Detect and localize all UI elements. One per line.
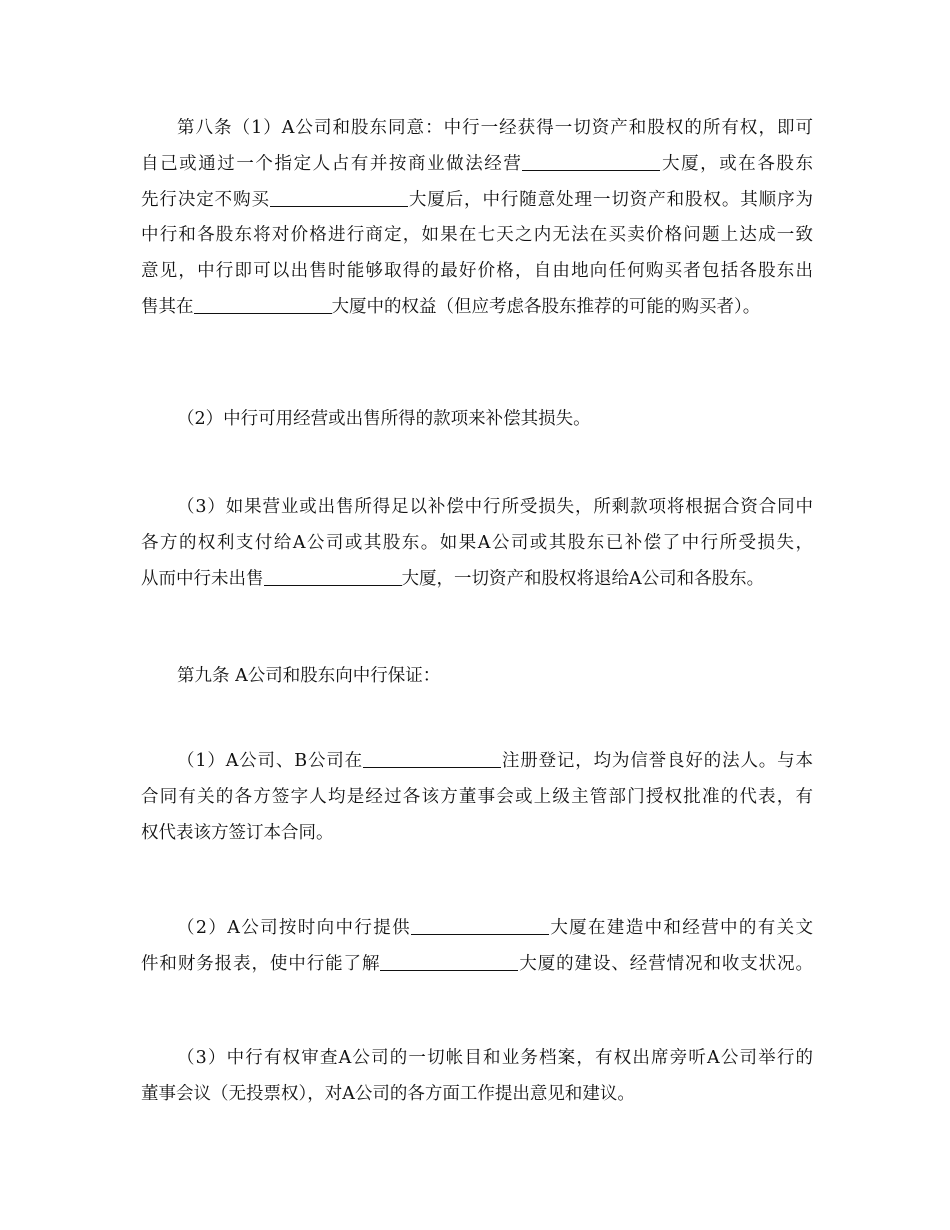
text-span: 注册登记，均为信誉良好的法人。与本 [501,751,813,771]
article-8-paragraph-3 [141,490,813,597]
text-span: （2）A公司按时向中行提供 [177,918,411,938]
blank-line [380,948,518,971]
text-span: 大厦的建设、经营情况和收支状况。 [518,953,813,974]
text-line [141,290,813,326]
blank-line [411,912,549,935]
text-span: 大厦后，中行随意处理一切资产和股权。其顺序为 [407,189,813,210]
text-line [141,744,813,780]
text-span: 从而中行未出售 [141,568,264,589]
text-line: 第八条（1）A公司和股东同意：中行一经获得一切资产和股权的所有权，即可 [177,118,813,138]
text-span: 售其在 [141,296,194,317]
text-line: （3）中行有权审查A公司的一切帐目和业务档案，有权出席旁听A公司举行的 [177,1048,813,1068]
text-line: 第九条 A公司和股东向中行保证： [177,666,441,686]
article-8-paragraph-1 [141,111,813,326]
text-span: 大厦在建造中和经营中的有关文 [548,918,813,938]
blank-line [363,745,501,768]
text-line [141,183,813,219]
article-9-paragraph-1 [141,744,813,851]
text-span: 大厦，或在各股东 [660,153,813,174]
text-line: 董事会议（无投票权），对A公司的各方面工作提出意见和建议。 [141,1083,635,1104]
text-line: 权代表该方签订本合同。 [141,822,334,843]
blank-line [522,148,660,171]
text-line: 各方的权利支付给A公司或其股东。如果A公司或其股东已补偿了中行所受损失， [141,532,813,553]
text-line: 意见，中行即可以出售时能够取得的最好价格，自由地向任何购买者包括各股东出 [141,261,813,282]
blank-line [264,563,402,586]
text-span: 自己或通过一个指定人占有并按商业做法经营 [141,153,523,174]
article-9-heading [141,659,813,695]
article-9-paragraph-3 [141,1041,813,1113]
text-span: 件和财务报表，使中行能了解 [141,953,381,974]
text-line: （2）中行可用经营或出售所得的款项来补偿其损失。 [177,409,591,429]
text-line [141,947,813,983]
article-8-paragraph-2 [141,402,813,438]
blank-line [270,184,408,207]
article-9-paragraph-2 [141,911,813,983]
text-span: 先行决定不购买 [141,189,270,210]
text-line [141,147,813,183]
text-line: 合同有关的各方签字人均是经过各该方董事会或上级主管部门授权批准的代表，有 [141,786,813,807]
text-line: 中行和各股东将对价格进行商定，如果在七天之内无法在买卖价格问题上达成一致 [141,225,813,246]
blank-line [194,291,332,314]
text-span: （1）A公司、B公司在 [177,751,364,771]
text-line [141,911,813,947]
text-span: 大厦，一切资产和股权将退给A公司和各股东。 [401,568,765,589]
text-span: 大厦中的权益（但应考虑各股东推荐的可能的购买者）。 [331,296,761,317]
text-line: （3）如果营业或出售所得足以补偿中行所受损失，所剩款项将根据合资合同中 [177,497,813,517]
text-line [141,562,813,598]
